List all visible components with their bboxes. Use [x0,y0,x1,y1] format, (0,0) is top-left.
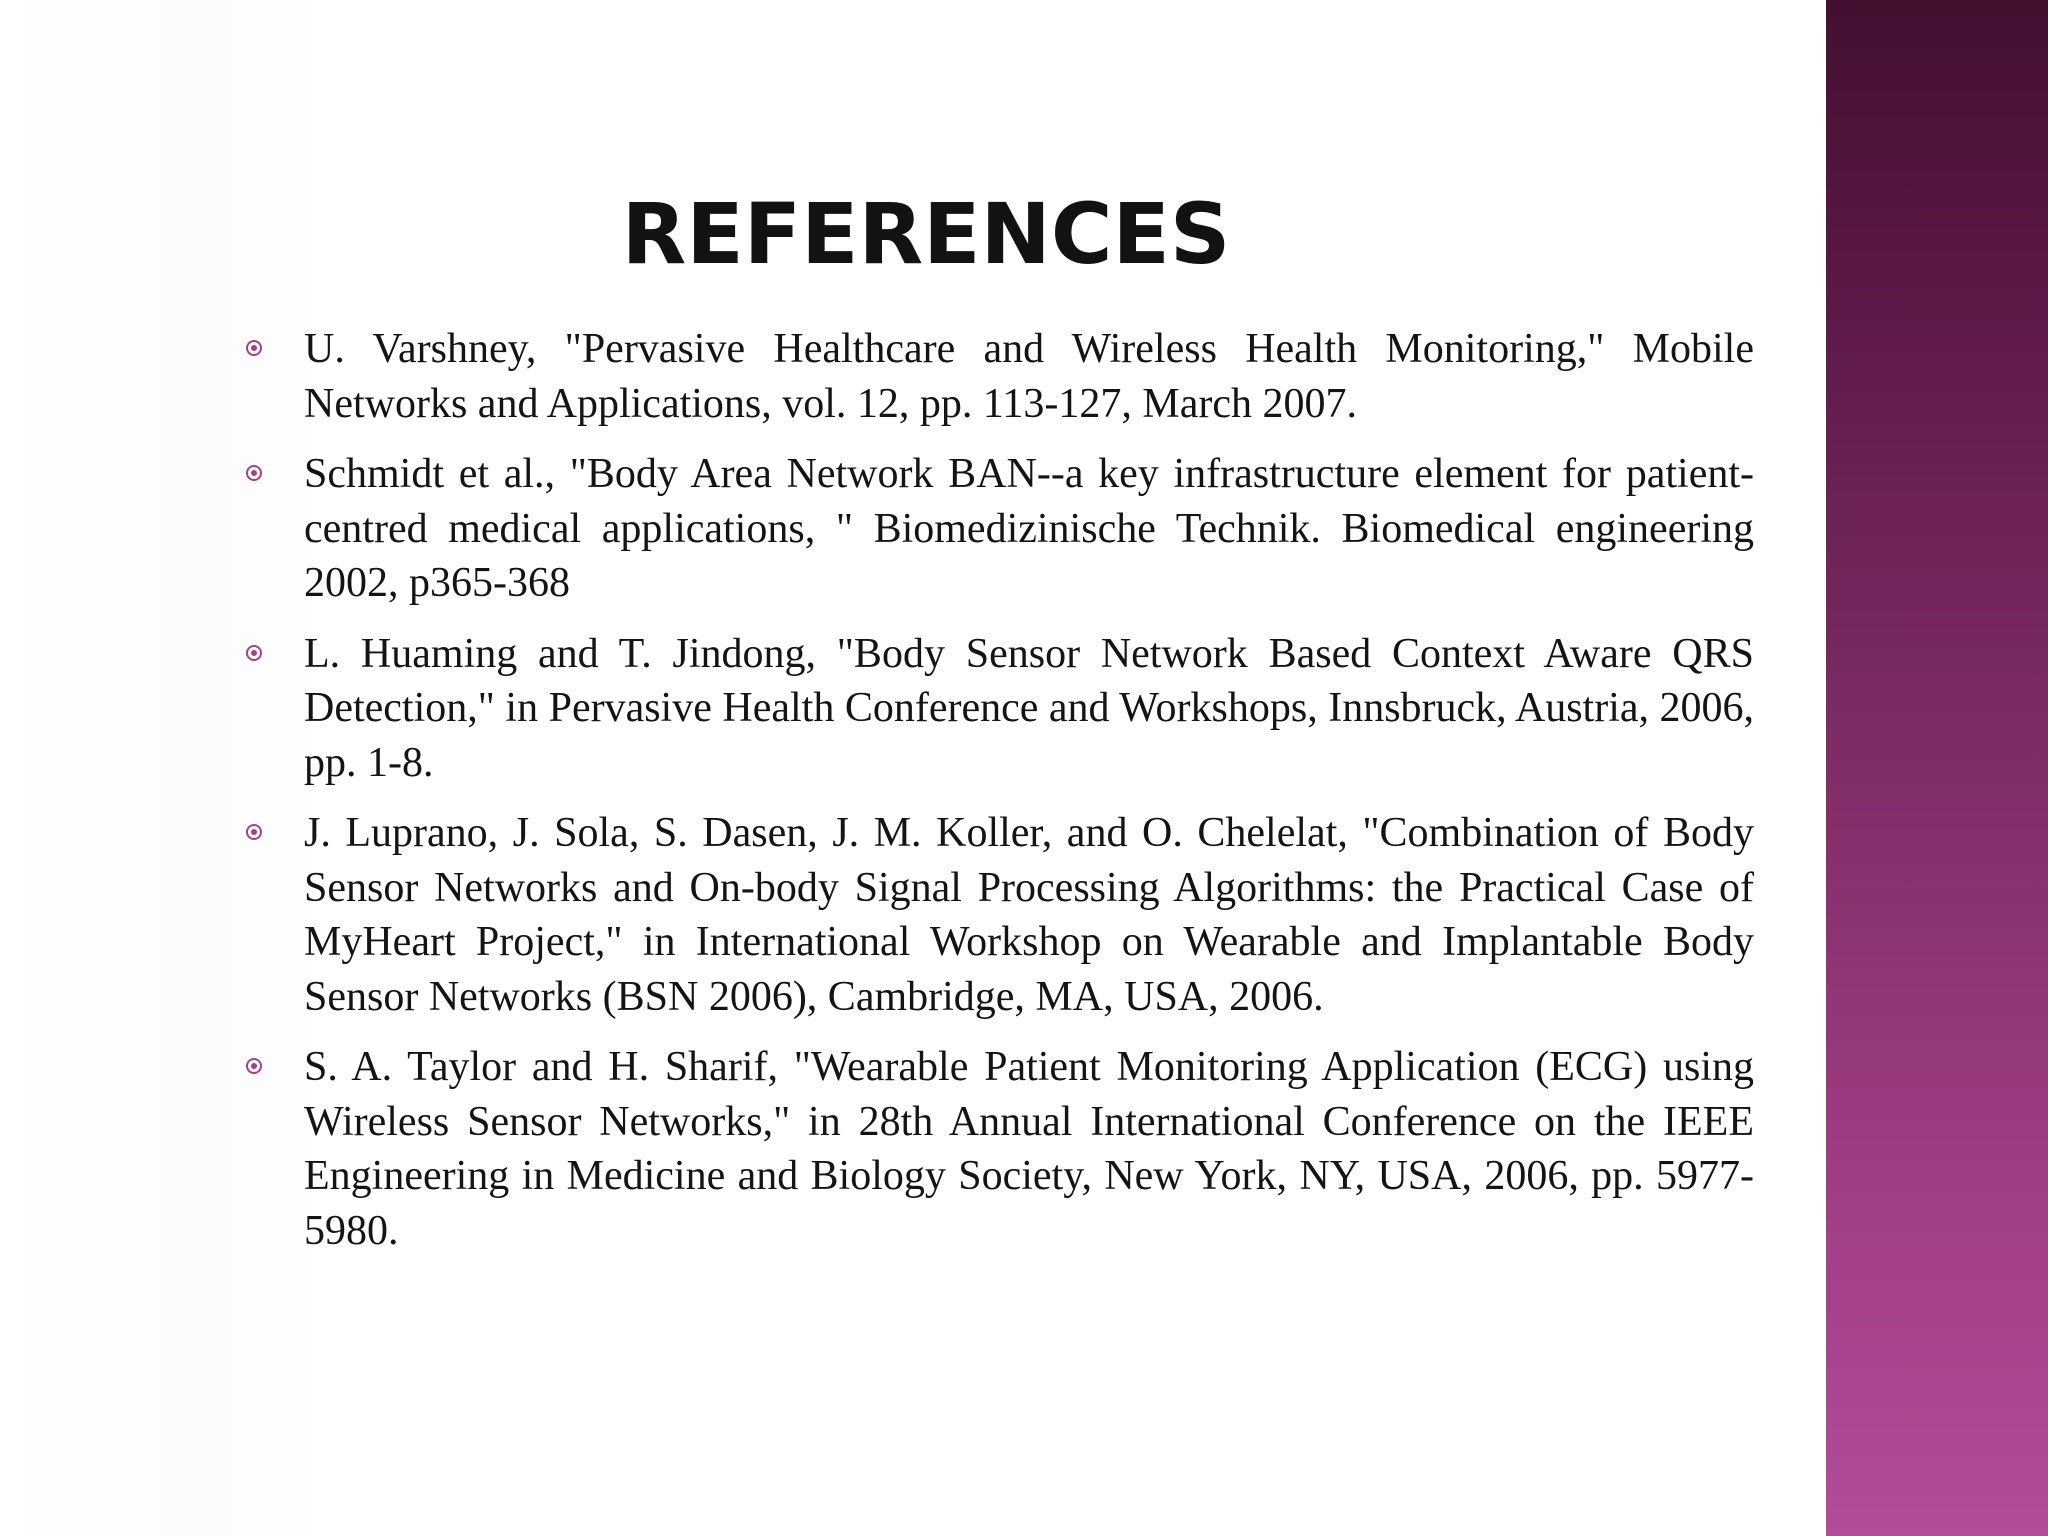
bullet-icon [246,1058,262,1074]
slide-title: REFERENCES [621,185,1231,284]
bullet-icon [246,824,262,840]
reference-item [246,447,1754,611]
reference-text: S. A. Taylor and H. Sharif, "Wearable Patient Monitoring Application (ECG) using Wireless Sensor Networks," in 28th Annual International Conference on the IEEE Engineering in Medicine and Biology Society, New York, NY, USA, 2006, pp. 5977-5980. [304,1044,1754,1254]
decorative-side-band [1826,0,2048,1536]
reference-list [246,322,1754,1274]
reference-item [246,627,1754,791]
reference-item [246,806,1754,1024]
reference-item [246,322,1754,431]
reference-text: Schmidt et al., "Body Area Network BAN--a key infrastructure element for patient-centred medical applications, " Biomedizinische Technik. Biomedical engineering 2002, p365-368 [304,451,1754,606]
bullet-icon [246,465,262,481]
reference-item [246,1040,1754,1258]
reference-text: U. Varshney, "Pervasive Healthcare and Wireless Health Monitoring," Mobile Networks and Applications, vol. 12, pp. 113-127, March 2007. [304,326,1754,427]
reference-text: J. Luprano, J. Sola, S. Dasen, J. M. Koller, and O. Chelelat, "Combination of Body Sensor Networks and On-body Signal Processing Algorithms: the Practical Case of MyHeart Project," in International Workshop on Wearable and Implantable Body Sensor Networks (BSN 2006), Cambridge, MA, USA, 2006. [304,810,1754,1020]
bullet-icon [246,340,262,356]
reference-text: L. Huaming and T. Jindong, "Body Sensor Network Based Context Aware QRS Detection," in Pervasive Health Conference and Workshops, Innsbruck, Austria, 2006, pp. 1-8. [304,630,1754,786]
bullet-icon [246,645,262,661]
